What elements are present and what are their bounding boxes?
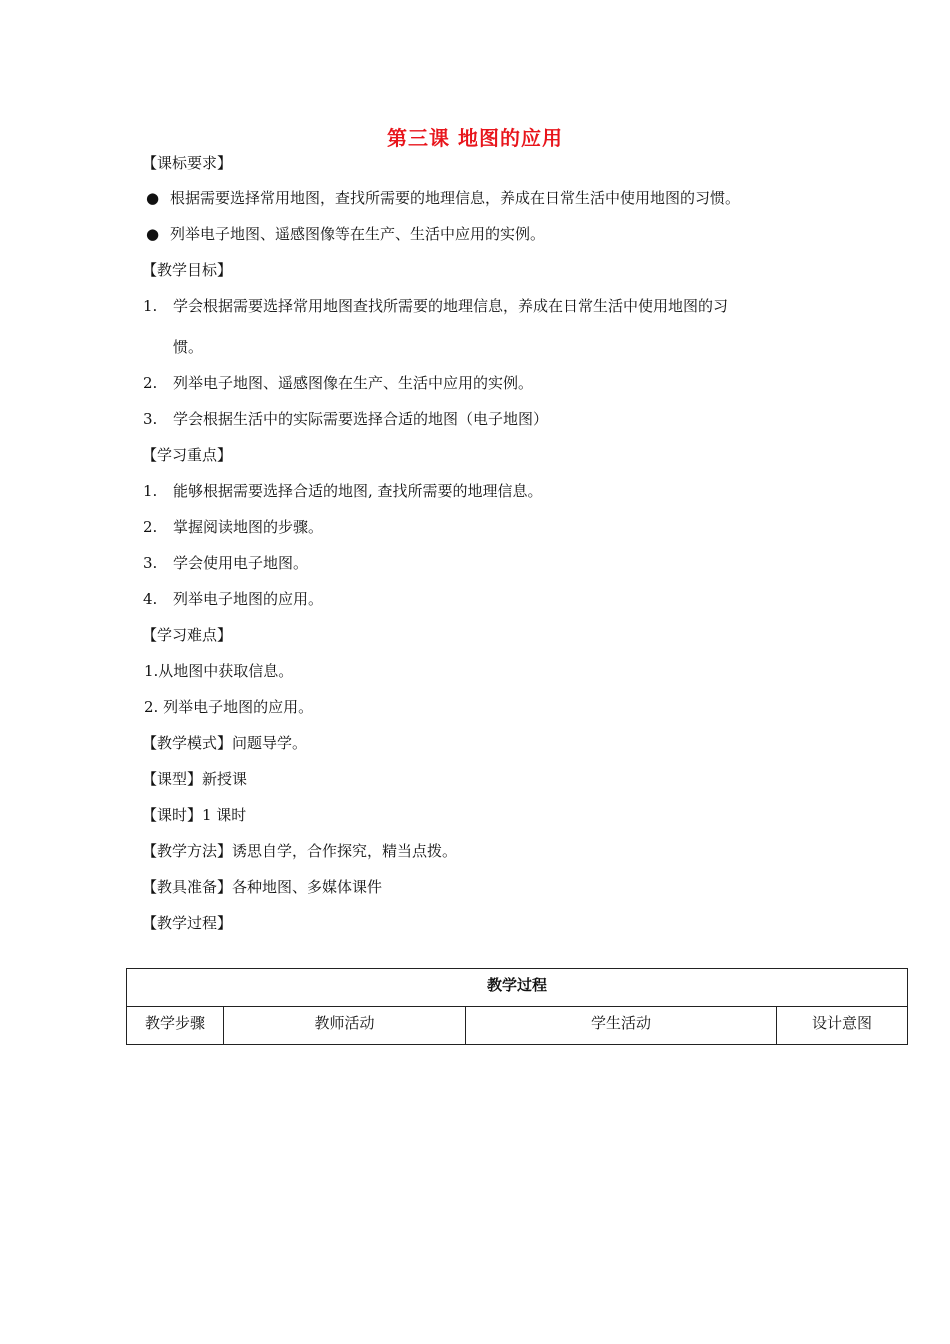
difficulties-heading: 【学习难点】 [142, 626, 233, 644]
difficulty-item: 2. 列举电子地图的应用。 [144, 698, 314, 716]
lesson-hours: 【课时】1 课时 [142, 806, 247, 824]
key-point-item: 能够根据需要选择合适的地图, 查找所需要的地理信息。 [173, 482, 543, 500]
key-point-number: 2. [143, 518, 158, 536]
teaching-tools: 【教具准备】各种地图、多媒体课件 [142, 878, 383, 896]
teaching-process-table [126, 968, 908, 1045]
goal-item: 学会根据生活中的实际需要选择合适的地图（电子地图） [173, 410, 549, 428]
key-point-item: 学会使用电子地图。 [173, 554, 309, 572]
lesson-title: 第三课 地图的应用 [387, 126, 563, 150]
key-points-heading: 【学习重点】 [142, 446, 233, 464]
table-title-cell: 教学过程 [127, 969, 908, 1007]
table-header-row [127, 969, 908, 1007]
key-point-number: 1. [143, 482, 158, 500]
goal-item: 列举电子地图、遥感图像在生产、生活中应用的实例。 [173, 374, 534, 392]
goal-number: 3. [143, 410, 158, 428]
key-point-item: 掌握阅读地图的步骤。 [173, 518, 324, 536]
column-header-teacher: 教师活动 [224, 1007, 466, 1045]
column-header-student: 学生活动 [466, 1007, 777, 1045]
bullet-icon: ● [146, 189, 160, 207]
curriculum-item: 列举电子地图、遥感图像等在生产、生活中应用的实例。 [170, 225, 546, 243]
lesson-type: 【课型】新授课 [142, 770, 248, 788]
goals-heading: 【教学目标】 [142, 261, 233, 279]
key-point-item: 列举电子地图的应用。 [173, 590, 324, 608]
column-header-intent: 设计意图 [777, 1007, 908, 1045]
difficulty-item: 1.从地图中获取信息。 [144, 662, 294, 680]
goal-item: 学会根据需要选择常用地图查找所需要的地理信息，养成在日常生活中使用地图的习 [173, 297, 729, 315]
table-row [127, 1007, 908, 1045]
bullet-icon: ● [146, 225, 160, 243]
goal-number: 1. [143, 297, 158, 315]
column-header-step: 教学步骤 [127, 1007, 224, 1045]
goal-item-continuation: 惯。 [173, 338, 204, 356]
teaching-mode: 【教学模式】问题导学。 [142, 734, 308, 752]
key-point-number: 4. [143, 590, 158, 608]
goal-number: 2. [143, 374, 158, 392]
teaching-method: 【教学方法】诱思自学，合作探究，精当点拨。 [142, 842, 458, 860]
teaching-process-heading: 【教学过程】 [142, 914, 233, 932]
curriculum-item: 根据需要选择常用地图，查找所需要的地理信息，养成在日常生活中使用地图的习惯。 [170, 189, 741, 207]
curriculum-heading: 【课标要求】 [142, 154, 233, 172]
key-point-number: 3. [143, 554, 158, 572]
